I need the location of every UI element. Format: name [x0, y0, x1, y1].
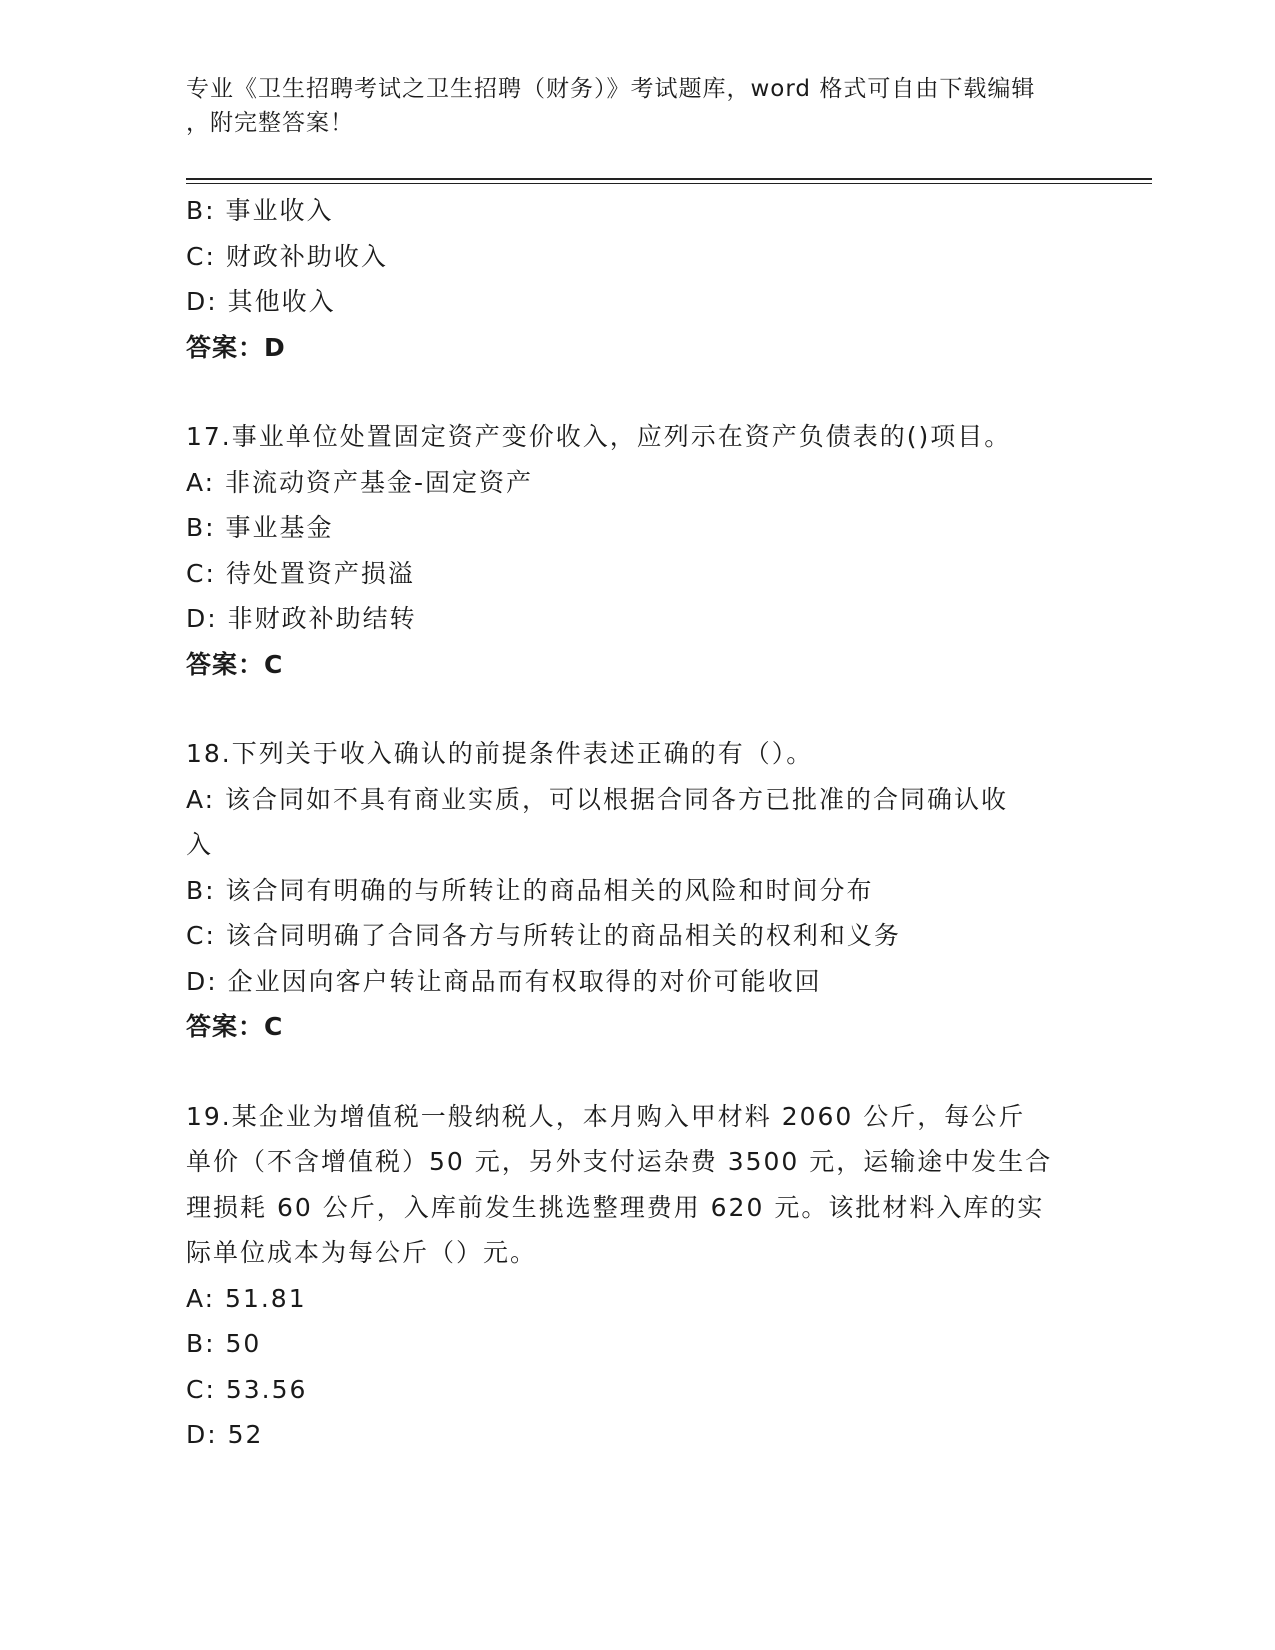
option-c: C: 财政补助收入	[186, 241, 388, 271]
header-line-1: 专业《卫生招聘考试之卫生招聘（财务）》考试题库，word 格式可自由下载编辑	[186, 76, 1036, 102]
question-18	[186, 731, 1086, 1050]
answer-line: 答案：D	[186, 332, 286, 362]
option-d: D: 52	[186, 1420, 264, 1449]
option-c: C: 待处置资产损溢	[186, 558, 415, 588]
question-19	[186, 1094, 1086, 1458]
header-line-2: ，附完整答案！	[186, 110, 354, 136]
question-gap	[186, 370, 1086, 414]
answer-line: 答案：C	[186, 1012, 284, 1041]
option-d: D: 其他收入	[186, 287, 336, 316]
question-text-line-2: 单价（不含增值税）50 元，另外支付运杂费 3500 元，运输途中发生合	[186, 1147, 1053, 1176]
header-divider-thick	[186, 178, 1152, 180]
option-a: A: 51.81	[186, 1283, 307, 1313]
question-text: 18.下列关于收入确认的前提条件表述正确的有（）。	[186, 739, 814, 768]
option-a: A: 非流动资产基金-固定资产	[186, 467, 534, 497]
question-gap	[186, 1050, 1086, 1094]
option-c: C: 53.56	[186, 1374, 308, 1404]
question-text-line-3: 理损耗 60 公斤，入库前发生挑选整理费用 620 元。该批材料入库的实	[186, 1192, 1045, 1222]
question-gap	[186, 687, 1086, 731]
option-b: B: 该合同有明确的与所转让的商品相关的风险和时间分布	[186, 875, 874, 905]
option-c: C: 该合同明确了合同各方与所转让的商品相关的权利和义务	[186, 921, 901, 950]
option-b: B: 事业基金	[186, 513, 334, 542]
question-16	[186, 188, 1086, 370]
question-list	[186, 188, 1086, 1458]
option-d: D: 企业因向客户转让商品而有权取得的对价可能收回	[186, 966, 822, 996]
question-text-line-1: 19.某企业为增值税一般纳税人，本月购入甲材料 2060 公斤，每公斤	[186, 1101, 1026, 1131]
option-b: B: 事业收入	[186, 196, 334, 225]
question-17	[186, 414, 1086, 687]
document-header	[186, 72, 1066, 140]
question-text: 17.事业单位处置固定资产变价收入，应列示在资产负债表的()项目。	[186, 422, 1012, 451]
question-text-line-4: 际单位成本为每公斤（）元。	[186, 1238, 538, 1267]
option-b: B: 50	[186, 1329, 262, 1358]
option-a: A: 该合同如不具有商业实质，可以根据合同各方已批准的合同确认收	[186, 784, 1009, 814]
answer-line: 答案：C	[186, 649, 284, 679]
header-divider-thin	[186, 183, 1152, 184]
option-a-continued: 入	[186, 830, 214, 859]
option-d: D: 非财政补助结转	[186, 604, 417, 633]
